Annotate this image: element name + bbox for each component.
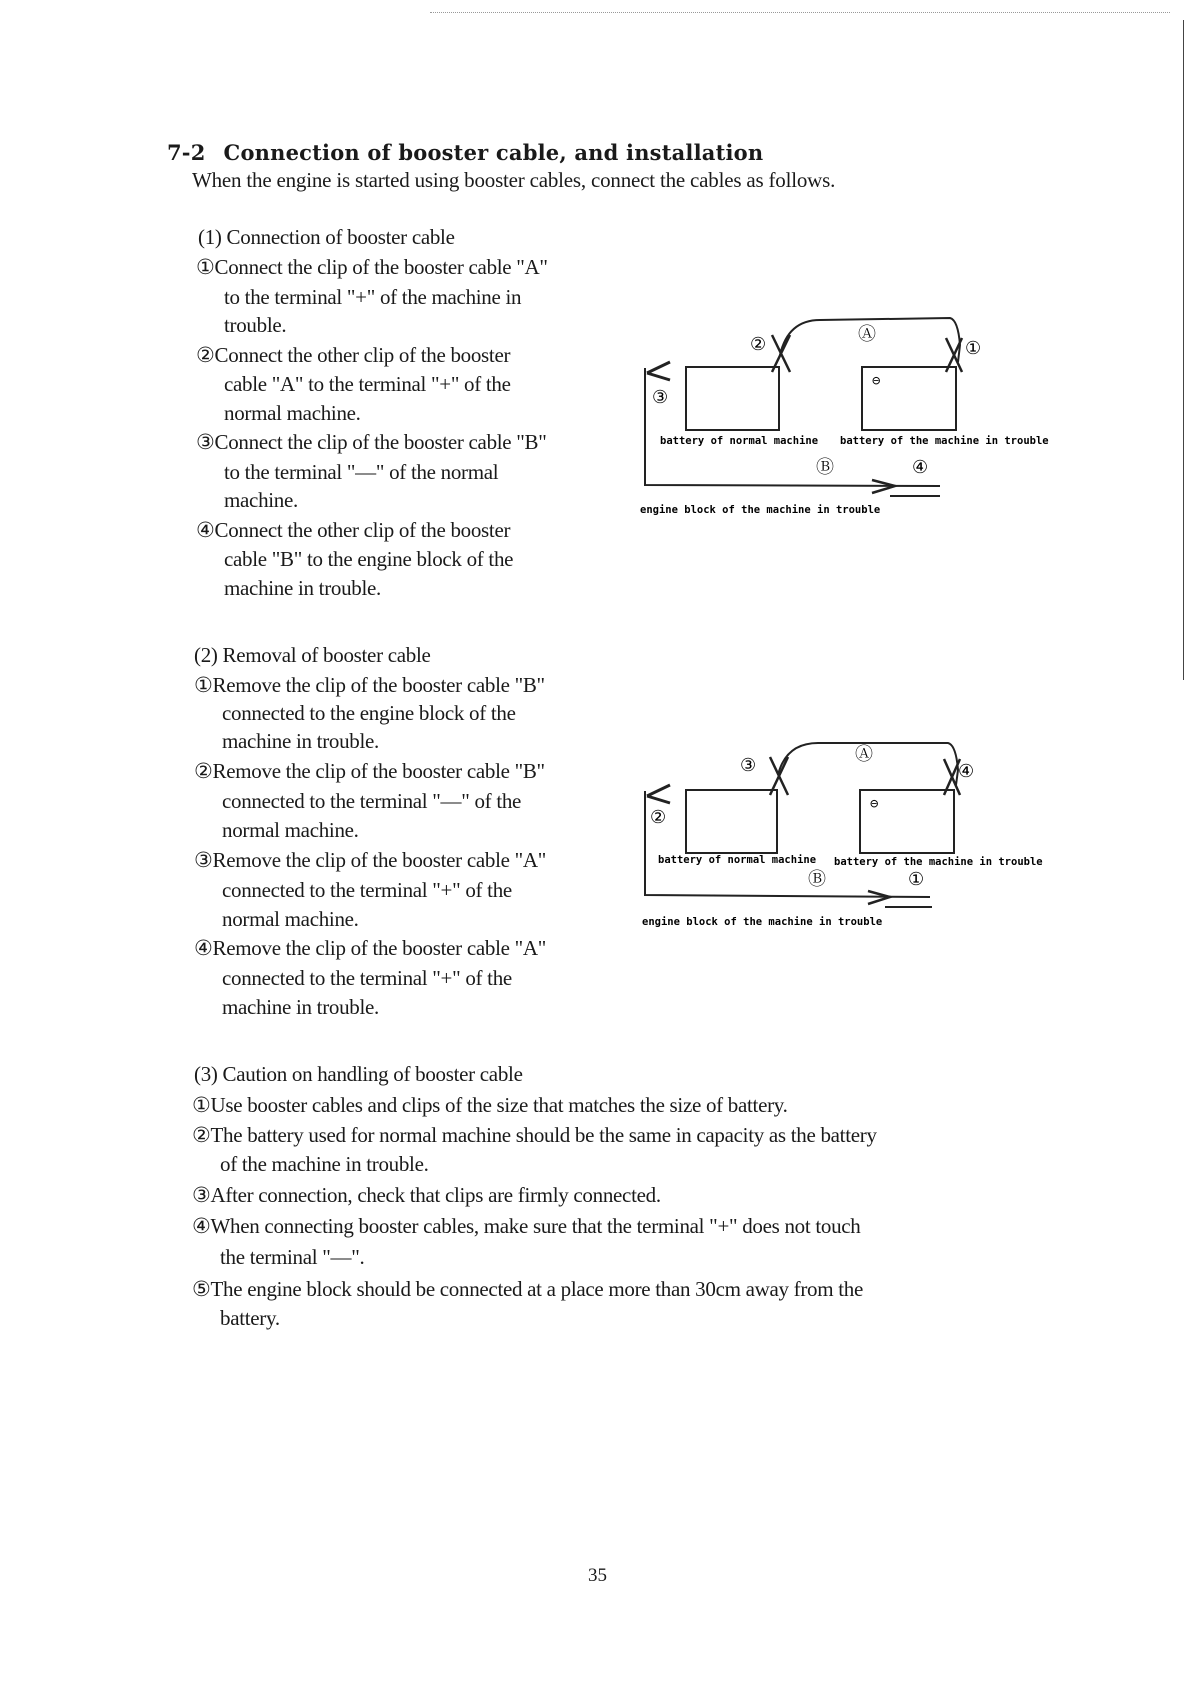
mark-a: Ⓐ — [855, 744, 873, 765]
minus-terminal-mark: ⊖ — [870, 796, 879, 812]
clip-2-icon — [772, 335, 790, 372]
section3-line: ③After connection, check that clips are firmly connected. — [192, 1183, 661, 1207]
mark-a: Ⓐ — [858, 324, 876, 345]
section2-line: ④Remove the clip of the booster cable "A" — [194, 936, 546, 960]
section3-line: battery. — [220, 1306, 280, 1330]
normal-battery-box — [686, 367, 779, 430]
section2-line: normal machine. — [222, 907, 359, 931]
section1-line: ①Connect the clip of the booster cable "A" — [196, 255, 548, 279]
normal-battery-box — [686, 790, 777, 853]
section1-line: ③Connect the clip of the booster cable "B" — [196, 430, 547, 454]
mark-3: ③ — [740, 755, 757, 776]
clip-3-icon — [647, 362, 670, 380]
clip-3-icon — [770, 757, 788, 795]
section1-line: trouble. — [224, 313, 287, 337]
section2-line: machine in trouble. — [222, 995, 379, 1019]
section-number: 7-2 — [167, 140, 206, 165]
cable-b — [645, 368, 940, 486]
removal-diagram — [640, 735, 1110, 935]
section3-line: of the machine in trouble. — [220, 1152, 429, 1176]
mark-b: Ⓑ — [808, 869, 826, 890]
engine-block-label: engine block of the machine in trouble — [642, 916, 883, 928]
mark-1: ① — [965, 338, 982, 359]
scan-edge-line — [1183, 20, 1184, 680]
page-number: 35 — [588, 1565, 607, 1586]
section2-title: (2) Removal of booster cable — [194, 643, 431, 667]
section1-line: ④Connect the other clip of the booster — [196, 518, 511, 542]
section3-line: ④When connecting booster cables, make sure that the terminal "+" does not touch — [192, 1214, 861, 1238]
section1-line: machine. — [224, 488, 298, 512]
section2-line: machine in trouble. — [222, 729, 379, 753]
section1-line: to the terminal "—" of the normal — [224, 460, 499, 484]
section-heading — [167, 140, 763, 165]
section2-line: normal machine. — [222, 818, 359, 842]
section1-line: cable "A" to the terminal "+" of the — [224, 372, 511, 396]
section3-line: the terminal "—". — [220, 1245, 365, 1269]
section2-line: connected to the engine block of the — [222, 701, 516, 725]
section1-line: to the terminal "+" of the machine in — [224, 285, 522, 309]
cable-b — [645, 791, 930, 897]
engine-block-label: engine block of the machine in trouble — [640, 504, 881, 516]
section2-line: connected to the terminal "+" of the — [222, 966, 512, 990]
section1-line: cable "B" to the engine block of the — [224, 547, 514, 571]
section1-line: ②Connect the other clip of the booster — [196, 343, 511, 367]
section1-title: (1) Connection of booster cable — [198, 225, 455, 249]
scan-artifact-top — [430, 12, 1170, 13]
section1-line: normal machine. — [224, 401, 361, 425]
normal-battery-label: battery of normal machine — [660, 435, 819, 447]
normal-battery-label: battery of normal machine — [658, 854, 817, 866]
intro-text: When the engine is started using booster cables, connect the cables as follows. — [192, 168, 836, 192]
section3-title: (3) Caution on handling of booster cable — [194, 1062, 523, 1086]
mark-2: ② — [650, 807, 667, 828]
clip-2-icon — [647, 785, 670, 803]
mark-b: Ⓑ — [816, 457, 834, 478]
section2-line: connected to the terminal "—" of the — [222, 789, 522, 813]
section3-line: ②The battery used for normal machine should be the same in capacity as the battery — [192, 1123, 877, 1147]
section2-line: connected to the terminal "+" of the — [222, 878, 512, 902]
mark-2: ② — [750, 334, 767, 355]
trouble-battery-label: battery of the machine in trouble — [840, 435, 1049, 447]
connection-diagram — [640, 310, 1110, 525]
section1-line: machine in trouble. — [224, 576, 381, 600]
section2-line: ③Remove the clip of the booster cable "A" — [194, 848, 546, 872]
mark-4: ④ — [912, 457, 929, 478]
mark-4: ④ — [958, 761, 975, 782]
section3-line: ①Use booster cables and clips of the size that matches the size of battery. — [192, 1093, 788, 1117]
section-title: Connection of booster cable, and installation — [223, 140, 764, 165]
minus-terminal-mark: ⊖ — [872, 373, 881, 389]
section2-line: ②Remove the clip of the booster cable "B" — [194, 759, 545, 783]
mark-3: ③ — [652, 387, 669, 408]
section2-line: ①Remove the clip of the booster cable "B" — [194, 673, 545, 697]
trouble-battery-label: battery of the machine in trouble — [834, 856, 1043, 868]
section3-line: ⑤The engine block should be connected at a place more than 30cm away from the — [192, 1277, 863, 1301]
mark-1: ① — [908, 869, 925, 890]
